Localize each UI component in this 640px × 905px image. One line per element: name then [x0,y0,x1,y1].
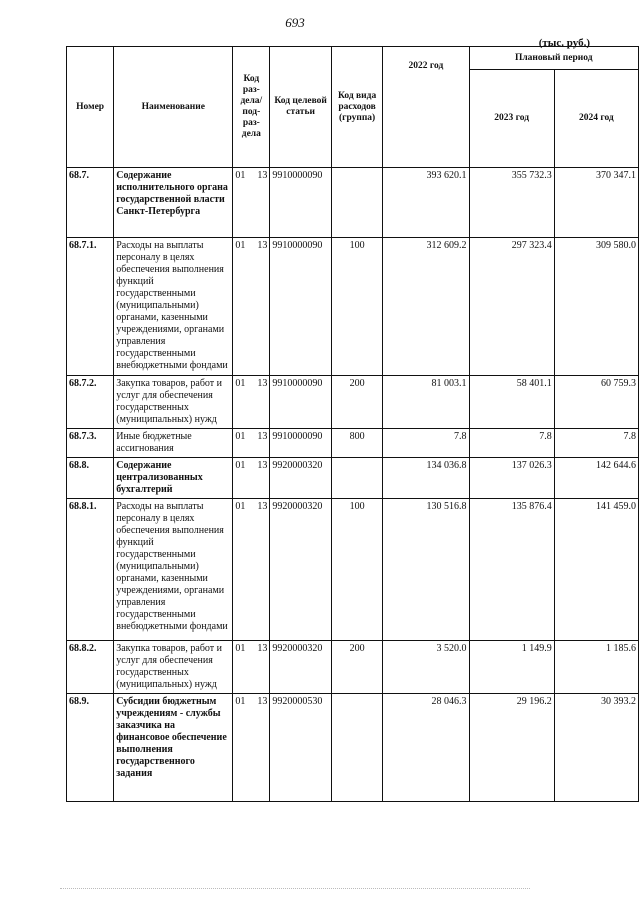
row-2023: 297 323.4 [469,238,554,376]
row-section-code: 01 [235,431,246,442]
table-row [67,376,639,429]
row-subsection-code: 13 [257,240,268,251]
table-header-row [67,47,639,70]
header-planned-period: Плановый период [469,47,638,70]
row-section-code: 01 [235,501,246,512]
row-expense-type: 800 [331,429,382,458]
row-name: Закупка товаров, работ и услуг для обеспечения государственных (муниципальных) нужд [114,376,233,429]
row-2022: 312 609.2 [383,238,469,376]
row-section-code: 01 [235,696,246,707]
row-number: 68.8.2. [67,641,114,694]
row-2024: 7.8 [554,429,638,458]
row-number: 68.7. [67,168,114,238]
row-subsection-code: 13 [257,378,268,389]
row-2022: 3 520.0 [383,641,469,694]
row-subsection-code: 13 [257,431,268,442]
row-2024: 370 347.1 [554,168,638,238]
row-target: 9920000530 [270,694,332,802]
row-number: 68.8.1. [67,499,114,641]
row-2022: 393 620.1 [383,168,469,238]
row-subsection-code: 13 [257,501,268,512]
row-2022: 130 516.8 [383,499,469,641]
row-name: Субсидии бюджетным учреждениям - службы заказчика на финансовое обеспечение выполнения государственного задания [114,694,233,802]
row-target: 9910000090 [270,429,332,458]
row-section [233,641,270,694]
row-section [233,376,270,429]
row-2022: 28 046.3 [383,694,469,802]
row-target: 9910000090 [270,238,332,376]
header-2023: 2023 год [469,70,554,168]
row-number: 68.7.1. [67,238,114,376]
row-expense-type [331,458,382,499]
header-2024: 2024 год [554,70,638,168]
row-2023: 135 876.4 [469,499,554,641]
header-name: Наименование [114,47,233,168]
row-number: 68.7.2. [67,376,114,429]
row-number: 68.7.3. [67,429,114,458]
row-target: 9920000320 [270,641,332,694]
row-section-code: 01 [235,643,246,654]
header-number: Номер [67,47,114,168]
row-expense-type: 100 [331,499,382,641]
unit-label: (тыс. руб.) [538,37,590,49]
table-row [67,499,639,641]
row-target: 9910000090 [270,376,332,429]
footer-divider [60,888,530,889]
table-row [67,641,639,694]
row-name: Содержание централизованных бухгалтерий [114,458,233,499]
row-number: 68.9. [67,694,114,802]
table-row [67,458,639,499]
row-2023: 137 026.3 [469,458,554,499]
row-number: 68.8. [67,458,114,499]
budget-table [66,46,639,802]
table-row [67,429,639,458]
row-2022: 81 003.1 [383,376,469,429]
row-section-code: 01 [235,378,246,389]
row-expense-type: 200 [331,376,382,429]
row-2023: 7.8 [469,429,554,458]
row-2024: 142 644.6 [554,458,638,499]
row-expense-type [331,694,382,802]
row-2022: 134 036.8 [383,458,469,499]
header-section: Код раз- дела/ под- раз- дела [233,47,270,168]
row-expense-type: 200 [331,641,382,694]
row-2024: 141 459.0 [554,499,638,641]
row-name: Закупка товаров, работ и услуг для обеспечения государственных (муниципальных) нужд [114,641,233,694]
row-expense-type [331,168,382,238]
row-2024: 309 580.0 [554,238,638,376]
row-target: 9920000320 [270,458,332,499]
row-name: Расходы на выплаты персоналу в целях обеспечения выполнения функций государственными (муниципальными) органами, казенными учреждениями, органами управления государственными внебюджетными фондами [114,499,233,641]
row-2024: 30 393.2 [554,694,638,802]
row-2024: 60 759.3 [554,376,638,429]
table-row [67,694,639,802]
row-target: 9920000320 [270,499,332,641]
row-expense-type: 100 [331,238,382,376]
row-section [233,168,270,238]
header-expense-type: Код вида расходов (группа) [331,47,382,168]
row-section [233,458,270,499]
row-section-code: 01 [235,240,246,251]
row-subsection-code: 13 [257,696,268,707]
row-subsection-code: 13 [257,643,268,654]
row-target: 9910000090 [270,168,332,238]
row-section [233,238,270,376]
header-2022: 2022 год [383,47,469,168]
row-section-code: 01 [235,170,246,181]
row-2023: 355 732.3 [469,168,554,238]
row-2023: 1 149.9 [469,641,554,694]
row-2022: 7.8 [383,429,469,458]
header-target: Код целевой статьи [270,47,332,168]
page-number: 693 [285,15,305,30]
row-name: Иные бюджетные ассигнования [114,429,233,458]
row-subsection-code: 13 [257,170,268,181]
row-name: Расходы на выплаты персоналу в целях обеспечения выполнения функций государственными (муниципальными) органами, казенными учреждениями, органами управления государственными внебюджетными фондами [114,238,233,376]
table-body [67,168,639,802]
row-2023: 29 196.2 [469,694,554,802]
row-section-code: 01 [235,460,246,471]
row-section [233,694,270,802]
row-section [233,429,270,458]
table-row [67,168,639,238]
row-name: Содержание исполнительного органа государственной власти Санкт-Петербурга [114,168,233,238]
row-section [233,499,270,641]
row-subsection-code: 13 [257,460,268,471]
row-2024: 1 185.6 [554,641,638,694]
row-2023: 58 401.1 [469,376,554,429]
table-row [67,238,639,376]
